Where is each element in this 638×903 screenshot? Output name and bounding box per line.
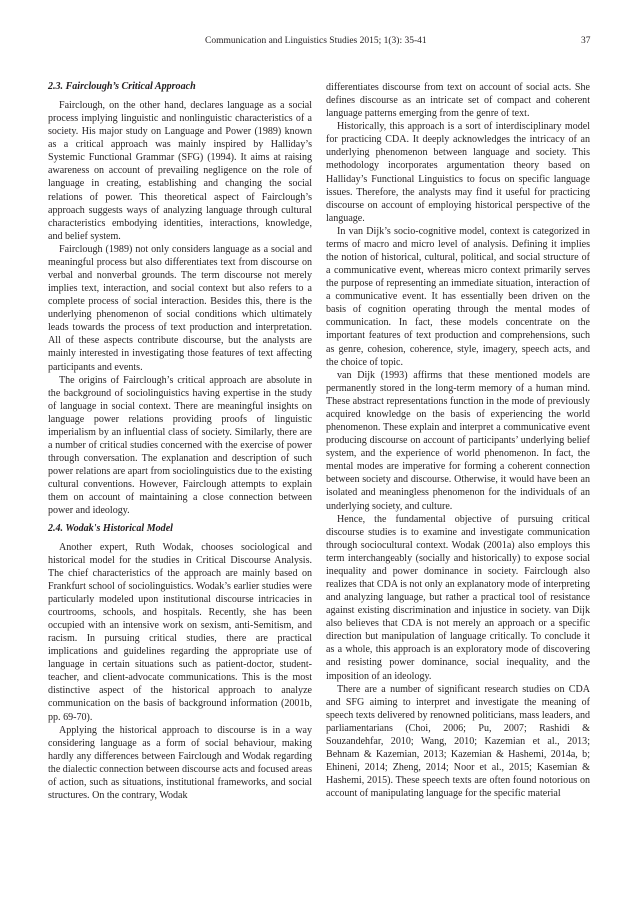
- paragraph: van Dijk (1993) affirms that these mentioned models are permanently stored in the long-term memory of a human mind. These abstract representations function in the mode of previously acquired knowledge on the basis of experiencing the world phenomenon. These explain and interpret a communicative event producing discourse on account of participants’ underlying belief system, and the experience of world phenomenon. In fact, the mental modes are imperative for forming a coherent connection between society and discourse. Otherwise, it would have been an isolated and meaningless phenomenon for the individuals of an underlying society, and culture.: [326, 369, 590, 512]
- left-column: [48, 80, 312, 802]
- running-header: [0, 36, 638, 50]
- paragraph: There are a number of significant research studies on CDA and SFG aiming to interpret and investigate the meaning of speech texts delivered by renowned politicians, mass leaders, and parliamentarians (Choi, 2006; Pu, 2007; Rashidi & Souzandehfar, 2010; Wang, 2010; Kazemian et al., 2013; Behnam & Kazemian, 2013; Kazemian & Hashemi, 2014a, b; Ehineni, 2014; Zheng, 2014; Noor et al., 2015; Kasemian & Hashemi, 2015). These speech texts are often found notorious on account of manipulating language for the specific material: [326, 683, 590, 800]
- paragraph: Historically, this approach is a sort of interdisciplinary model for practicing CDA. It deeply acknowledges the intricacy of an underlying phenomenon between language and society. This methodology incorporates argumentation theory based on Halliday’s Functional Linguistics to focus on specific language issues. Therefore, the analysts may find it useful for practicing discourse on account of employing historical perspective of the language.: [326, 121, 590, 224]
- paragraph: Hence, the fundamental objective of pursuing critical discourse studies is to examine and investigate communication through sociocultural context. Wodak (2001a) also employs this term interchangeably (socially and historically) to expose social inequality and power dominance in society. Fairclough also realizes that CDA is not only an explanatory mode of interpreting and analyzing language, but rather a practical tool of resistance against existing discrimination and injustice in society. van Dijk also believes that CDA is not merely an approach or a specific direction but manipulation of language critically. To conclude it as a whole, this approach is an exploratory mode of discovering and resisting power dominance, social inequality, and the imposition of an ideology.: [326, 513, 590, 682]
- page-number: 37: [581, 36, 591, 46]
- paragraph: Applying the historical approach to discourse is in a way considering language as a form of social behaviour, making hardly any differences between Fairclough and Wodak regarding the dialectic connection between discourse acts and focused areas of action, such as situations, institutional frameworks, and social structures. On the contrary, Wodak: [48, 724, 312, 801]
- paragraph: Fairclough (1989) not only considers language as a social and meaningful process but also differentiates text from discourse on verbal and nonverbal grounds. The term discourse not merely implies text, interaction, and social context but also refers to a complete process of social interaction. Besides this, there is the underlying phenomenon of social conditions which ultimately leads towards the process of text production and interpretation. All of these aspects contribute discourse, but the analysts are mainly interested in investigating those features of text affecting participants and events.: [48, 243, 312, 373]
- section-heading-fairclough: 2.3. Fairclough’s Critical Approach: [48, 81, 196, 92]
- paragraph: The origins of Fairclough’s critical approach are absolute in the background of sociolinguistics having expertise in the study of language in social context. There are meaningful insights on language power relations providing proofs of linguistic imperialism by an influential class of society. Similarly, there are a number of critical studies concerned with the exercise of power through conversation. The explanation and description of such power relations are apart from sociolinguistics due to the existing cultural conventions. However, Fairclough attempts to explain them on account of maintaining a close connection between power and ideology.: [48, 374, 312, 517]
- paragraph: In van Dijk’s socio-cognitive model, context is categorized in terms of macro and micro level of analysis. Defining it implies the notion of historical, cultural, political, and social structure of a communicative event, whereas micro context primarily serves the purpose of representing an immediate situation, interaction of a communicative event. It has essentially been driven on the basis of cognition operating through the mental modes of communication. In fact, these models concentrate on the important features of text production and comprehensions, such as genre, cohesion, coherence, style, imagery, speech acts, and the choice of topic.: [326, 225, 590, 368]
- right-column: [326, 81, 590, 800]
- paragraph: Fairclough, on the other hand, declares language as a social process implying linguistic and nonlinguistic characteristics of a society. His major study on Language and Power (1989) known as a critical approach was mainly inspired by Halliday’s Systemic Functional Grammar (SFG) (1994). It aims at raising awareness on account of prevailing negligence on the role of language in creating, establishing and changing the social relations of power. This theoretical aspect of Fairclough’s approach suggests ways of analyzing language through cultural characteristics embodying identities, interactions, knowledge, and belief system.: [48, 100, 312, 242]
- paragraph: Another expert, Ruth Wodak, chooses sociological and historical model for the studies in Critical Discourse Analysis. The chief characteristics of the approach are mainly based on Frankfurt school of sociolinguistics. Wodak’s earlier studies were particularly modeled upon institutional discourse intricacies in courtrooms, schools, and hospitals. Recently, she has been occupied with an intensive work on sexism, anti-Semitism, and racism. In pursuing critical studies, there are practical implications and guidelines regarding the appropriate use of language in certain situations such as patient-doctor, student-teacher, and client-advocate communications. This is the most distinctive aspect of the historical approach to analyze communication on the basis of background information (2001b, pp. 69-70).: [48, 541, 312, 723]
- section-heading-wodak: 2.4. Wodak's Historical Model: [48, 522, 173, 534]
- paragraph: differentiates discourse from text on account of social acts. She defines discourse as an intricate set of compact and coherent language patterns emerging from the genre of text.: [326, 82, 590, 120]
- journal-citation: Communication and Linguistics Studies 2015; 1(3): 35-41: [205, 36, 427, 46]
